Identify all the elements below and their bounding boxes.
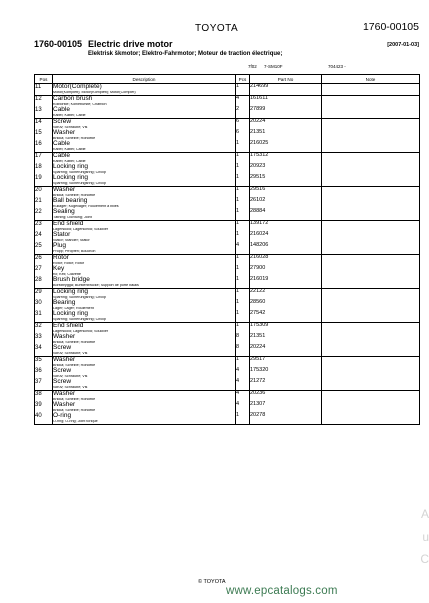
note-cell [322,255,420,267]
table-row [35,198,420,209]
description-cell [53,323,236,335]
part-number-cell: 161611 [250,96,322,108]
part-number-cell: 21272 [250,379,322,391]
quantity-cell: 6 [236,130,250,141]
description-cell [53,311,236,323]
note-cell [322,232,420,243]
quantity-cell: 1 [236,221,250,233]
quantity-cell: 1 [236,141,250,153]
note-cell [322,311,420,323]
part-name-translations: Spärring; Sicherungsring; Circlip [53,318,106,321]
col-header-part-no: Part No [250,75,322,84]
table-row [35,221,420,233]
part-name: Ball bearing [53,197,88,204]
position-cell: 12 [35,96,53,108]
part-name-translations: Borstbrygga; Bürstenbrücke; Support de porte balais [53,284,139,287]
catalog-date: [2007-01-03] [387,42,419,48]
part-number-cell: 29517 [250,357,322,369]
part-name: O-ring [53,412,72,419]
part-name-translations: Stator; Ständer; Stator [53,239,90,242]
part-name-translations: Bricka; Scheibe; Rondelle [53,194,96,197]
part-name: Motor(Complete) [53,83,102,90]
position-cell: 39 [35,402,53,413]
quantity-cell: 8 [236,345,250,357]
part-name-translations: O-ring; O-ring; Joint torique [53,420,98,423]
position-cell: 35 [35,357,53,369]
description-cell [53,277,236,289]
description-cell [53,209,236,221]
quantity-cell: 1 [236,311,250,323]
quantity-cell: 1 [236,84,250,96]
part-name: Plug [53,242,67,249]
note-cell [322,277,420,289]
quantity-cell: 1 [236,175,250,187]
table-row [35,232,420,243]
serial-range: 704423 - [328,64,346,69]
part-name: Screw [53,118,72,125]
position-cell: 33 [35,334,53,345]
table-row [35,243,420,255]
note-cell [322,187,420,199]
part-name: Cable [53,106,70,113]
part-name-translations: Tätning; Dichtung; Joint [53,216,92,219]
table-row [35,357,420,369]
part-name-translations: Bricka; Scheibe; Rondelle [53,364,96,367]
description-cell [53,391,236,403]
description-cell [53,198,236,209]
part-number-cell: 20224 [250,345,322,357]
table-row [35,175,420,187]
part-name-translations: Motor(Komplett); Motor(Komplett); Motor(Complet) [53,91,136,94]
col-header-pos: Pos [35,75,53,84]
assembly-translations: Elektrisk škmotor; Elektro-Fahrmotor; Moteur de traction électrique; [88,51,283,57]
description-cell [53,232,236,243]
part-name: Washer [53,129,76,136]
table-row [35,255,420,267]
part-name: Locking ring [53,163,89,170]
part-name: Sealing [53,208,75,215]
part-name: Washer [53,390,76,397]
position-cell: 25 [35,243,53,255]
position-cell: 13 [35,107,53,119]
part-name: Screw [53,378,72,385]
part-name-translations: Spärring; Sicherungsring; Circlip [53,296,106,299]
table-row [35,266,420,277]
part-name-translations: Spärring; Sicherungsring; Circlip [53,182,106,185]
part-number-cell: 27542 [250,311,322,323]
part-name-translations: Kullager; Kugellager; Roulement à billes [53,205,119,208]
quantity-cell: 4 [236,402,250,413]
col-header-qty: Pcs [236,75,250,84]
quantity-cell: 1 [236,209,250,221]
table-row [35,164,420,175]
note-cell [322,300,420,311]
description-cell [53,402,236,413]
description-cell [53,255,236,267]
description-cell [53,413,236,425]
position-cell: 23 [35,221,53,233]
position-cell: 31 [35,311,53,323]
part-name: Washer [53,333,76,340]
parts-table [34,74,420,425]
quantity-cell: 1 [236,323,250,335]
note-cell [322,243,420,255]
quantity-cell: 1 [236,266,250,277]
part-name-translations: Bricka; Scheibe; Rondelle [53,341,96,344]
quantity-cell: 4 [236,243,250,255]
part-name: Locking ring [53,310,89,317]
position-cell: 26 [35,255,53,267]
note-cell [322,209,420,221]
note-cell [322,391,420,403]
part-number-cell: 27900 [250,266,322,277]
table-row [35,130,420,141]
description-cell [53,141,236,153]
assembly-title: Electric drive motor [88,39,173,49]
description-cell [53,243,236,255]
quantity-cell: 1 [236,153,250,165]
part-name-translations: Bricka; Scheibe; Rondelle [53,137,96,140]
position-cell: 22 [35,209,53,221]
part-number-cell: 175312 [250,153,322,165]
model-code-1: 7f02 [248,64,257,69]
description-cell [53,289,236,301]
part-name-translations: Propp; Pfropfen; Bouchon [53,250,96,253]
position-cell: 40 [35,413,53,425]
note-cell [322,345,420,357]
edge-text-fragment: C [420,552,429,566]
table-row [35,413,420,425]
part-name-translations: Lager; Lager; Roulement [53,307,94,310]
part-name-translations: Skruv; Schraube; Vis [53,375,88,378]
note-cell [322,96,420,108]
note-cell [322,334,420,345]
quantity-cell: 1 [236,255,250,267]
note-cell [322,357,420,369]
position-cell: 30 [35,300,53,311]
table-row [35,323,420,335]
part-name-translations: Bricka; Scheibe; Rondelle [53,398,96,401]
part-name: Cable [53,152,70,159]
table-row [35,368,420,379]
table-row [35,402,420,413]
col-header-note: Note [322,75,420,84]
note-cell [322,119,420,131]
part-name: Locking ring [53,174,89,181]
part-number-cell: 21351 [250,334,322,345]
position-cell: 24 [35,232,53,243]
part-number-cell: 216024 [250,232,322,243]
part-name: Screw [53,367,72,374]
part-number-cell: 20278 [250,413,322,425]
position-cell: 38 [35,391,53,403]
position-cell: 36 [35,368,53,379]
part-number-cell: 214699 [250,84,322,96]
position-cell: 37 [35,379,53,391]
part-name-translations: Kabel; Kabel; Câble [53,160,86,163]
note-cell [322,198,420,209]
description-cell [53,345,236,357]
position-cell: 28 [35,277,53,289]
description-cell [53,221,236,233]
col-header-description: Description [53,75,236,84]
part-name: Locking ring [53,288,89,295]
part-name-translations: Lagersköld; Lagerschild; Soucilier [53,330,109,333]
note-cell [322,164,420,175]
table-row [35,379,420,391]
copyright-footer: © TOYOTA [198,579,226,585]
part-name: Rotor [53,254,69,261]
description-cell [53,368,236,379]
position-cell: 20 [35,187,53,199]
part-name-translations: Bricka; Scheibe; Rondelle [53,409,96,412]
position-cell: 21 [35,198,53,209]
quantity-cell: 1 [236,198,250,209]
part-name: Stator [53,231,71,238]
part-name: Brush bridge [53,276,90,283]
part-number-cell: 27899 [250,107,322,119]
note-cell [322,153,420,165]
table-row [35,119,420,131]
part-number-cell: 29515 [250,175,322,187]
quantity-cell: 1 [236,300,250,311]
part-name-translations: Skruv; Schraube; Vis [53,352,88,355]
position-cell: 34 [35,345,53,357]
table-row [35,345,420,357]
table-row [35,107,420,119]
part-name-translations: Lagersköld; Lagerschild; Soucilier [53,228,109,231]
part-number-cell: 216025 [250,141,322,153]
note-cell [322,379,420,391]
table-row [35,187,420,199]
part-name-translations: Kabel; Kabel; Câble [53,148,86,151]
position-cell: 16 [35,141,53,153]
part-number-cell: 20224 [250,119,322,131]
quantity-cell: 4 [236,391,250,403]
part-name-translations: Kolborste; Kohlebürste; Charbon [53,103,107,106]
note-cell [322,141,420,153]
quantity-cell: 1 [236,289,250,301]
part-name-translations: Rotor; Rotor; Rotor [53,262,85,265]
edge-text-fragment: A [420,507,429,521]
part-name: End shield [53,322,84,329]
quantity-cell: 1 [236,232,250,243]
part-number-cell: 175320 [250,368,322,379]
part-number-cell: 20236 [250,391,322,403]
part-name: Bearing [53,299,76,306]
part-name: Key [53,265,65,272]
brand-header: TOYOTA [195,23,239,34]
model-code-2: 7-SM10F [264,64,283,69]
part-name: Screw [53,344,72,351]
quantity-cell: 1 [236,357,250,369]
edge-text-fragment: u [422,530,429,544]
part-name-translations: Skruv; Schraube; Vis [53,386,88,389]
note-cell [322,323,420,335]
part-number-cell: 216019 [250,277,322,289]
part-number-cell: 29516 [250,187,322,199]
position-cell: 32 [35,323,53,335]
quantity-cell: 4 [236,368,250,379]
description-cell [53,379,236,391]
part-number-cell: 216028 [250,255,322,267]
table-row [35,153,420,165]
table-row [35,300,420,311]
assembly-number: 1760-00105 [34,39,83,49]
position-cell: 19 [35,175,53,187]
part-number-cell: 175309 [250,323,322,335]
quantity-cell: 2 [236,107,250,119]
position-cell: 17 [35,153,53,165]
part-name-translations: Kil; Keil; Clavette [53,273,81,276]
part-name: Carbon brush [53,95,93,102]
quantity-cell: 1 [236,413,250,425]
quantity-cell: 1 [236,187,250,199]
table-row [35,277,420,289]
description-cell [53,175,236,187]
part-number-cell: 20923 [250,164,322,175]
table-row [35,209,420,221]
description-cell [53,334,236,345]
part-number-cell: 21351 [250,130,322,141]
table-row [35,141,420,153]
part-number-cell: 28884 [250,209,322,221]
note-cell [322,107,420,119]
description-cell [53,84,236,96]
part-number-cell: 148206 [250,243,322,255]
position-cell: 14 [35,119,53,131]
table-row [35,391,420,403]
note-cell [322,368,420,379]
table-row [35,334,420,345]
part-name-translations: Kabel; Kabel; Câble [53,114,86,117]
note-cell [322,266,420,277]
description-cell [53,96,236,108]
note-cell [322,413,420,425]
quantity-cell: 6 [236,119,250,131]
watermark-link[interactable]: www.epcatalogs.com [226,585,338,597]
note-cell [322,289,420,301]
part-number-cell: 26102 [250,198,322,209]
document-number-header: 1760-00105 [362,21,419,33]
position-cell: 18 [35,164,53,175]
table-row [35,311,420,323]
table-row [35,84,420,96]
part-name: Washer [53,356,76,363]
part-number-cell: 28560 [250,300,322,311]
position-cell: 11 [35,84,53,96]
note-cell [322,130,420,141]
part-name: End shield [53,220,84,227]
note-cell [322,84,420,96]
description-cell [53,130,236,141]
position-cell: 27 [35,266,53,277]
description-cell [53,107,236,119]
position-cell: 15 [35,130,53,141]
part-name: Washer [53,186,76,193]
description-cell [53,119,236,131]
part-number-cell: 21307 [250,402,322,413]
quantity-cell: 1 [236,164,250,175]
note-cell [322,221,420,233]
quantity-cell: 1 [236,277,250,289]
table-row [35,96,420,108]
part-name: Washer [53,401,76,408]
note-cell [322,175,420,187]
table-row [35,289,420,301]
part-name: Cable [53,140,70,147]
part-number-cell: 139172 [250,221,322,233]
quantity-cell: 4 [236,96,250,108]
part-number-cell: 22122 [250,289,322,301]
position-cell: 29 [35,289,53,301]
quantity-cell: 8 [236,334,250,345]
quantity-cell: 4 [236,379,250,391]
description-cell [53,357,236,369]
part-name-translations: Skruv; Schraube; Vis [53,126,88,129]
note-cell [322,402,420,413]
part-name-translations: Spärring; Sicherungsring; Circlip [53,171,106,174]
